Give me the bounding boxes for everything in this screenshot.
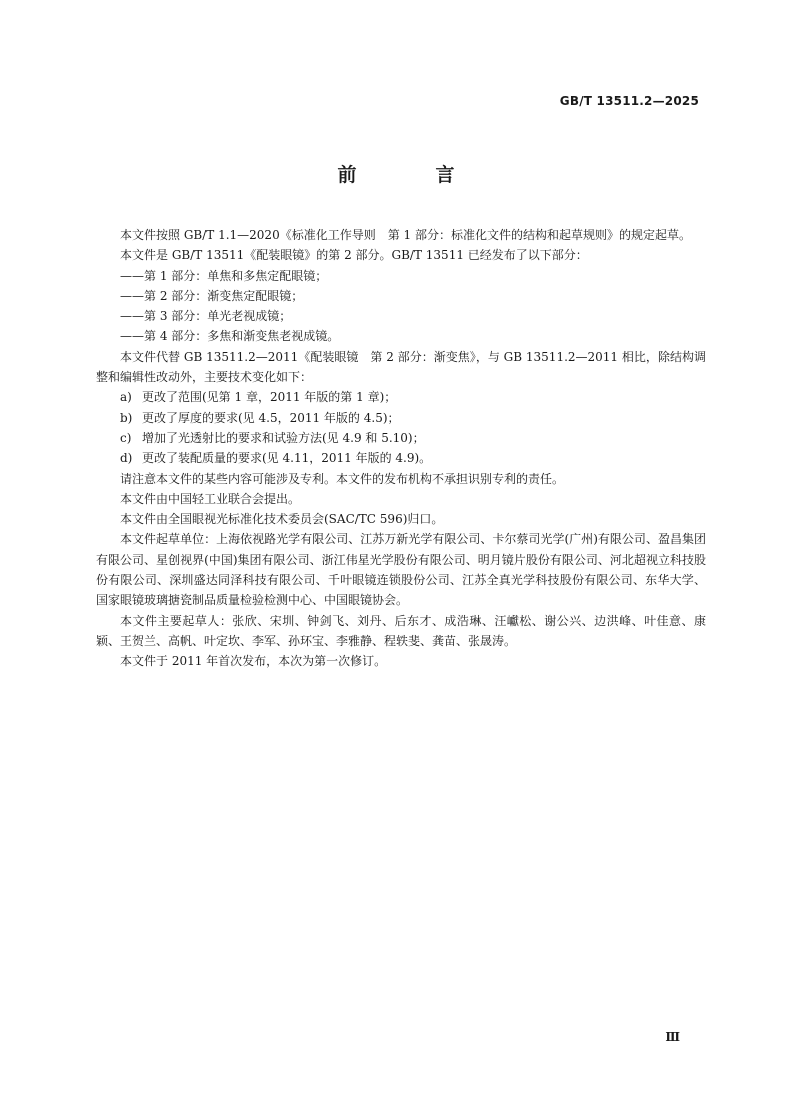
change-label: a) xyxy=(120,390,132,405)
paragraph-drafting-units: 本文件起草单位：上海依视路光学有限公司、江苏万新光学有限公司、卡尔蔡司光学(广州)有限公司、盈昌集团有限公司、星创视界(中国)集团有限公司、浙江伟星光学股份有限公司、明月镜片股份有限公司、河北超视立科技股份有限公司、深圳盛达同泽科技有限公司、千叶眼镜连锁股份公司、江苏全真光学科技股份有限公司、东华大学、国家眼镜玻璃搪瓷制品质量检验检测中心、中国眼镜协会。 xyxy=(96,532,706,608)
change-label: d) xyxy=(120,451,133,466)
list-item-change-c xyxy=(96,428,706,448)
paragraph-series-parts: 本文件是 GB/T 13511《配装眼镜》的第 2 部分。GB/T 13511 已经发布了以下部分： xyxy=(120,248,588,263)
change-text: 增加了光透射比的要求和试验方法(见 4.9 和 5.10)； xyxy=(142,430,425,445)
list-item-change-d xyxy=(96,448,706,468)
change-text: 更改了装配质量的要求(见 4.11，2011 年版的 4.9)。 xyxy=(142,451,432,466)
standard-code: GB/T 13511.2—2025 xyxy=(559,94,699,108)
paragraph-patent-notice: 请注意本文件的某些内容可能涉及专利。本文件的发布机构不承担识别专利的责任。 xyxy=(120,471,565,486)
paragraph-revision-history: 本文件于 2011 年首次发布，本次为第一次修订。 xyxy=(120,654,387,669)
change-label: b) xyxy=(120,410,133,425)
paragraph-drafters: 本文件主要起草人：张欣、宋圳、钟剑飞、刘丹、后东才、成浩琳、汪巘松、谢公兴、边洪峰、叶佳意、康颖、王贺兰、高帆、叶定坎、李军、孙环宝、李雅静、程轶斐、龚苗、张晟涛。 xyxy=(96,613,706,648)
change-text: 更改了范围(见第 1 章，2011 年版的第 1 章)； xyxy=(142,390,397,405)
page-number: Ⅲ xyxy=(665,1030,680,1044)
paragraph-committee: 本文件由全国眼视光标准化技术委员会(SAC/TC 596)归口。 xyxy=(120,512,444,527)
list-item-part-3: ——第 3 部分：单光老视成镜； xyxy=(120,309,292,324)
list-item-part-4: ——第 4 部分：多焦和渐变焦老视成镜。 xyxy=(120,329,340,344)
list-item-change-a xyxy=(96,387,706,407)
list-item-change-b xyxy=(96,408,706,428)
paragraph-drafting-rules: 本文件按照 GB/T 1.1—2020《标准化工作导则 第 1 部分：标准化文件的结构和起草规则》的规定起草。 xyxy=(120,228,691,242)
foreword-body xyxy=(96,225,706,672)
list-item-part-1: ——第 1 部分：单焦和多焦定配眼镜； xyxy=(120,268,328,283)
change-text: 更改了厚度的要求(见 4.5，2011 年版的 4.5)； xyxy=(142,410,400,425)
paragraph-replacement: 本文件代替 GB 13511.2—2011《配装眼镜 第 2 部分：渐变焦》，与 GB 13511.2—2011 相比，除结构调整和编辑性改动外，主要技术变化如下： xyxy=(96,349,706,385)
change-label: c) xyxy=(120,430,132,445)
list-item-part-2: ——第 2 部分：渐变焦定配眼镜； xyxy=(120,288,304,303)
page-title: 前 言 xyxy=(337,164,485,186)
paragraph-proposer: 本文件由中国轻工业联合会提出。 xyxy=(120,491,301,506)
